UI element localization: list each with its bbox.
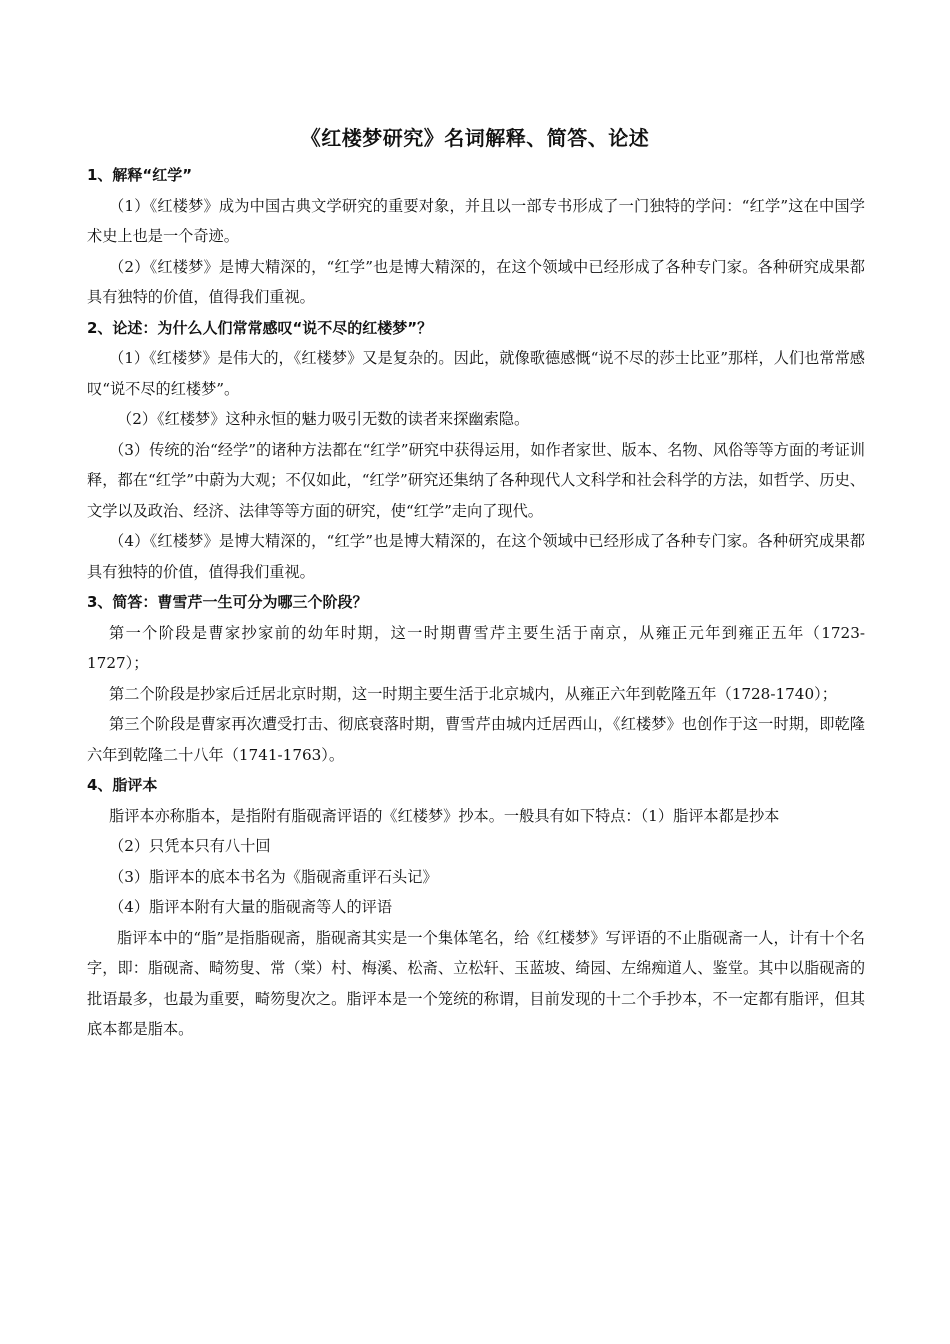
paragraph: 脂评本亦称脂本，是指附有脂砚斋评语的《红楼梦》抄本。一般具有如下特点：（1）脂评本都是抄本 [109, 806, 780, 825]
paragraph: 第一个阶段是曹家抄家前的幼年时期，这一时期曹雪芹主要生活于南京，从雍正元年到雍正五年（1723-1727）； [87, 623, 865, 672]
paragraph: （1）《红楼梦》是伟大的，《红楼梦》又是复杂的。因此，就像歌德感慨“说不尽的莎士比亚”那样，人们也常常感叹“说不尽的红楼梦”。 [87, 349, 865, 398]
section-3 [87, 587, 865, 770]
section-4 [87, 770, 865, 1045]
section-2 [87, 313, 865, 588]
section-heading: 2、论述：为什么人们常常感叹“说不尽的红楼梦”？ [87, 318, 433, 337]
paragraph: （2）《红楼梦》是博大精深的，“红学”也是博大精深的，在这个领域中已经形成了各种专门家。各种研究成果都具有独特的价值，值得我们重视。 [87, 257, 865, 306]
section-heading: 3、简答：曹雪芹一生可分为哪三个阶段？ [87, 593, 368, 611]
paragraph: （2）只凭本只有八十回 [109, 837, 271, 855]
paragraph: （4）脂评本附有大量的脂砚斋等人的评语 [109, 898, 393, 916]
section-heading: 1、解释“红学” [87, 166, 193, 184]
section-1 [87, 160, 865, 313]
paragraph: （3）脂评本的底本书名为《脂砚斋重评石头记》 [109, 867, 438, 886]
paragraph: （2）《红楼梦》这种永恒的魅力吸引无数的读者来探幽索隐。 [117, 410, 530, 428]
paragraph: （3）传统的治“经学”的诸种方法都在“红学”研究中获得运用，如作者家世、版本、名物、风俗等等方面的考证训释，都在“红学”中蔚为大观；不仅如此，“红学”研究还集纳了各种现代人文科学和社会科学的方法，如哲学、历史、文学以及政治、经济、法律等等方面的研究，使“红学”走向了现代。 [87, 440, 865, 520]
document-body [87, 160, 865, 1045]
paragraph: 第二个阶段是抄家后迁居北京时期，这一时期主要生活于北京城内，从雍正六年到乾隆五年（1728-1740）； [109, 684, 837, 703]
section-heading: 4、脂评本 [87, 776, 158, 794]
paragraph: （4）《红楼梦》是博大精深的，“红学”也是博大精深的，在这个领域中已经形成了各种专门家。各种研究成果都具有独特的价值，值得我们重视。 [87, 532, 865, 581]
paragraph: （1）《红楼梦》成为中国古典文学研究的重要对象，并且以一部专书形成了一门独特的学问：“红学”这在中国学术史上也是一个奇迹。 [87, 196, 865, 245]
document-title: 《红楼梦研究》名词解释、简答、论述 [300, 126, 650, 150]
paragraph: 脂评本中的“脂”是指脂砚斋，脂砚斋其实是一个集体笔名，给《红楼梦》写评语的不止脂砚斋一人，计有十个名字，即：脂砚斋、畸笏叟、常（棠）村、梅溪、松斋、立松轩、玉蓝坡、绮园、左绵痴道人、鉴堂。其中以脂砚斋的批语最多，也最为重要，畸笏叟次之。脂评本是一个笼统的称谓，目前发现的十二个手抄本，不一定都有脂评，但其底本都是脂本。 [87, 928, 865, 1038]
paragraph: 第三个阶段是曹家再次遭受打击、彻底衰落时期，曹雪芹由城内迁居西山，《红楼梦》也创作于这一时期，即乾隆六年到乾隆二十八年（1741-1763）。 [87, 715, 865, 764]
